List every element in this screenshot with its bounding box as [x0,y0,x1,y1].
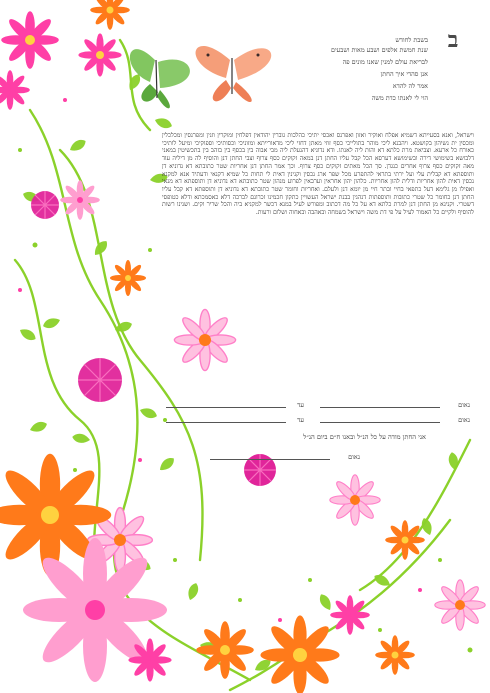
header-line-5: אמר לה להדא [392,82,428,90]
groom-declaration: אני החתן מודה על כל הנ״ל ובאנו ח״ם ביום הנ״ל [303,433,426,441]
signature-line [210,459,330,460]
signature-line [320,407,440,408]
ketubah-body-text: וישראל, ואנא בסעייתא דשמיא אפלח ואוקיר ואזון ואפרנס ואכסי יתיכי כהלכות גוברין יהודאין דפלחין ומוקרין וזנין ומפרנסין ומכלכלין ומכסין ית נשיהון בקושטא. ויהבנא ליכי מוהר בתולייכי כסף זוזי מאתן דחזי ליכי מדאורייתא ומזוניכי וכסותיכי וספוקיכי ומיעל לותיכי כאורח כל ארעא. וצביאת מרת כלתא דא והות ליה לאנתו. ודא נדוניא דהנעלת ליה מבי אבוה בין בכסף בין בזהב בין בתכשיטין במאני דלבושא בשימושי דירה ובשימושא דערסא הכל קבל עליו החתן דנן במאה זקוקים כסף צרוף וצבי החתן דנן והוסיף לה מן דיליה עוד מאה זקוקים כסף צרוף אחרים כנגדן. סך הכל מאתים זקוקים כסף צרוף. וכך אמר החתן דנן אחריות שטר כתובתא דא נדוניא דן ותוספתא דא קבלית עלי ועל ירתי בתראי להתפרע מכל שפר ארג נכסין וקנינין דאית לי תחות כל שמיא דקנאי ודעתיד אנא למקנא נכסין דאית להון אחריות ודלית להון אחריות. כלהון יהון אחראין וערבאין לפרוע מנהון שטר כתובתא דא נדוניא דן ותוספתא דא מנאי ואפילו מן גלימא דעל כתפאי בחיי ובתר חיי מן יומא דנן ולעלם. ואחריות וחומר שטר כתובתא דא נדוניא דן ותוספתא דא קבל עליו החתן דנן כחומר כל שטרי כתובות ותוספתות דנהגין בבנת ישראל העשויין כתקון חכמינו זכרונם לברכה דלא כאסמכתא ודלא כטופסי דשטרי. וקנינא מן החתן דנן למרת כלתא דא על כל מה דכתוב ומפורש לעיל במנא דכשר למקניא ביה והכל שריר וקים. ושנינו רשות להוסיף ולקיים כל האמור לעיל על פי דת משה וישראל בשמחה ובאהבה ובאחוה ושלום ורעות. [162,132,474,217]
header-line-6: הוי לי לאנתו כדת משה [371,94,428,102]
header-line-4: אנן סהדי איך החתן [380,70,428,78]
header-line-1: בשבת לחודש [395,36,428,44]
signature-row-3 [200,452,360,462]
signature-row-2 [160,415,470,425]
header-line-2: שנת חמשת אלפים ושבע מאות ושבעים [330,46,428,54]
signature-row-1 [160,400,470,410]
witness-label: עד [297,416,304,424]
name-label: נאום [458,416,470,424]
decorative-first-letter: ב [447,27,459,53]
signature-line [166,422,286,423]
witness-label: עד [297,401,304,409]
name-label: נאום [348,453,360,461]
header-line-3: לבריאת עולם למנין שאנו מונים פה [342,58,428,66]
name-label: נאום [458,401,470,409]
signature-line [320,422,440,423]
signature-line [166,407,286,408]
orange-butterfly-icon [196,46,272,102]
